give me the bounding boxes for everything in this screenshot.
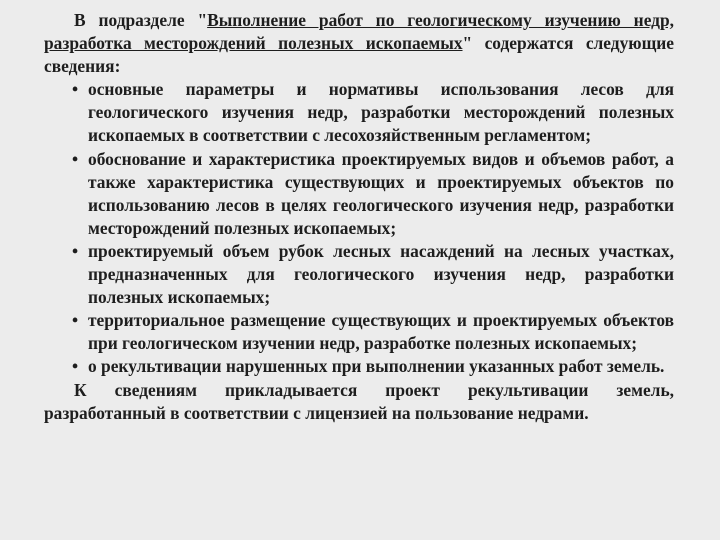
list-item	[72, 355, 674, 378]
list-item-text: проектируемый объем рубок лесных насаждений на лесных участках, предназначенных для геологического изучения недр, разработки полезных ископаемых;	[88, 240, 674, 308]
bullet-icon: •	[72, 310, 79, 331]
bullet-list	[44, 78, 674, 378]
list-item-text: основные параметры и нормативы использования лесов для геологического изучения недр, разработки месторождений полезных ископаемых в соответствии с лесохозяйственным регламентом;	[88, 79, 674, 146]
list-item	[72, 78, 674, 147]
list-item	[72, 309, 674, 355]
list-item-text: обоснование и характеристика проектируемых видов и объемов работ, а также характеристика существующих и проектируемых объектов по использованию лесов в целях геологического изучения недр, разработки месторождений полезных ископаемых;	[88, 148, 674, 238]
bullet-icon: •	[72, 356, 79, 377]
intro-lead: В подразделе "	[74, 10, 208, 30]
list-item-text: о рекультивации нарушенных при выполнении указанных работ земель.	[88, 356, 665, 377]
section-title: Выполнение работ по геологическому изучению недр, разработка месторождений полезных ископаемых	[44, 10, 674, 54]
list-item	[72, 240, 674, 309]
bullet-icon: •	[72, 79, 79, 100]
list-item	[72, 148, 674, 240]
list-item-text: территориальное размещение существующих и проектируемых объектов при геологическом изучении недр, разработке полезных ископаемых;	[88, 310, 674, 354]
intro-paragraph	[44, 9, 674, 78]
bullet-icon: •	[72, 240, 79, 261]
intro-tail: " содержатся следующие сведения:	[44, 33, 674, 77]
closing-paragraph: К сведениям прикладывается проект рекультивации земель, разработанный в соответствии с лицензией на пользование недрами.	[44, 379, 674, 423]
bullet-icon: •	[72, 148, 79, 169]
